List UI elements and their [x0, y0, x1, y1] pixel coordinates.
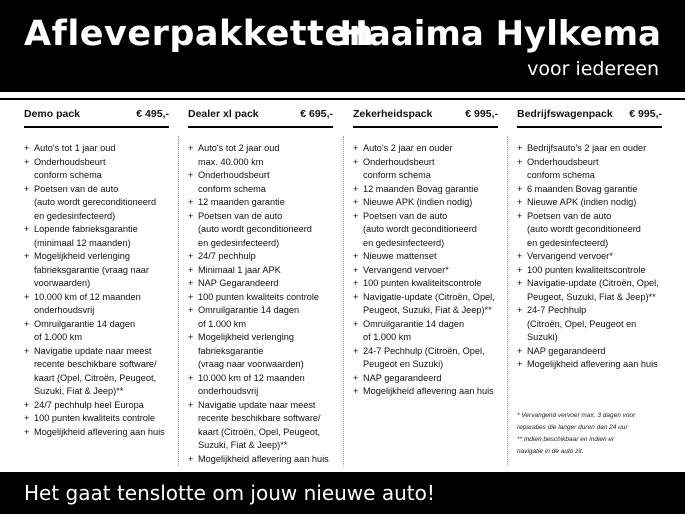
- feature-text: 24/7 pechhulp: [198, 251, 256, 261]
- plus-bullet-icon: +: [188, 210, 194, 221]
- plus-bullet-icon: +: [517, 156, 523, 167]
- feature-text: Mogelijkheid aflevering aan huis: [34, 426, 165, 437]
- plus-bullet-icon: +: [517, 359, 523, 369]
- package-feature-item: [353, 210, 498, 251]
- feature-text: 100 punten kwaliteitscontrole: [527, 264, 646, 275]
- package-feature-item: [188, 453, 333, 467]
- feature-text: 24-7 Pechhulp (Citroën, Opel, Peugeot en Suzuki): [527, 305, 637, 342]
- package-header: [517, 108, 662, 124]
- plus-bullet-icon: +: [188, 264, 194, 275]
- feature-text: Mogelijkheid verlenging fabrieksgarantie (vraag naar voorwaarden): [34, 251, 149, 288]
- footer-banner: [0, 472, 685, 514]
- column-separator: [343, 136, 345, 466]
- plus-bullet-icon: +: [353, 251, 359, 261]
- footer-slogan: Het gaat tenslotte om jouw nieuwe auto!: [24, 481, 435, 505]
- plus-bullet-icon: +: [517, 197, 523, 207]
- package-column: [188, 104, 333, 469]
- package-feature-item: [24, 156, 169, 183]
- package-name: Bedrijfswagenpack: [517, 108, 613, 120]
- feature-text: NAP Gegarandeerd: [198, 278, 279, 288]
- package-feature-item: [517, 183, 662, 197]
- package-feature-item: [24, 291, 169, 318]
- feature-text: 6 maanden Bovag garantie: [527, 183, 638, 194]
- package-feature-item: [517, 156, 662, 183]
- plus-bullet-icon: +: [188, 399, 194, 410]
- package-feature-item: [517, 210, 662, 251]
- plus-bullet-icon: +: [188, 291, 194, 302]
- package-feature-list: [353, 142, 498, 399]
- feature-text: 24/7 pechhulp heel Europa: [34, 399, 144, 410]
- feature-text: Onderhoudsbeurt conform schema: [363, 156, 435, 180]
- plus-bullet-icon: +: [24, 399, 30, 410]
- feature-text: Nieuwe APK (indien nodig): [527, 197, 637, 207]
- package-feature-item: [353, 183, 498, 197]
- plus-bullet-icon: +: [188, 143, 194, 153]
- package-name: Zekerheidspack: [353, 108, 433, 120]
- feature-text: Onderhoudsbeurt conform schema: [34, 156, 106, 180]
- plus-bullet-icon: +: [24, 183, 30, 194]
- plus-bullet-icon: +: [353, 264, 359, 275]
- package-feature-item: [24, 142, 169, 156]
- plus-bullet-icon: +: [517, 251, 523, 261]
- feature-text: 10.000 km of 12 maanden onderhoudsvrij: [198, 372, 305, 396]
- package-feature-item: [517, 250, 662, 264]
- package-column: [353, 104, 498, 469]
- plus-bullet-icon: +: [353, 210, 359, 221]
- plus-bullet-icon: +: [517, 305, 523, 315]
- package-feature-item: [188, 196, 333, 210]
- package-feature-item: [517, 345, 662, 359]
- plus-bullet-icon: +: [353, 156, 359, 167]
- feature-text: Vervangend vervoer*: [527, 251, 613, 261]
- package-feature-item: [24, 426, 169, 440]
- plus-bullet-icon: +: [517, 183, 523, 194]
- feature-text: 100 punten kwaliteits controle: [34, 413, 156, 423]
- package-name: Dealer xl pack: [188, 108, 259, 120]
- package-feature-item: [353, 250, 498, 264]
- package-price: € 695,-: [300, 108, 333, 120]
- package-feature-item: [353, 156, 498, 183]
- feature-text: Navigatie-update (Citroën, Opel, Peugeot, Suzuki, Fiat & Jeep)**: [527, 278, 659, 302]
- package-feature-list: [188, 142, 333, 466]
- feature-text: Auto's tot 1 jaar oud: [34, 143, 116, 153]
- top-divider: [0, 98, 685, 100]
- package-feature-list: [24, 142, 169, 439]
- plus-bullet-icon: +: [517, 143, 523, 153]
- package-header: [353, 108, 498, 124]
- column-separator: [178, 136, 180, 466]
- plus-bullet-icon: +: [24, 426, 30, 437]
- page-title: Afleverpakketten: [24, 14, 375, 54]
- feature-text: Onderhoudsbeurt conform schema: [198, 170, 270, 194]
- plus-bullet-icon: +: [353, 372, 359, 383]
- plus-bullet-icon: +: [188, 332, 194, 342]
- package-feature-item: [517, 264, 662, 278]
- package-feature-item: [24, 223, 169, 250]
- plus-bullet-icon: +: [353, 197, 359, 207]
- plus-bullet-icon: +: [188, 305, 194, 315]
- package-header-underline: [24, 126, 169, 128]
- plus-bullet-icon: +: [353, 291, 359, 302]
- package-feature-item: [353, 142, 498, 156]
- package-feature-item: [353, 277, 498, 291]
- package-feature-item: [517, 142, 662, 156]
- feature-text: Navigatie-update (Citroën, Opel, Peugeot, Suzuki, Fiat & Jeep)**: [363, 291, 495, 315]
- plus-bullet-icon: +: [24, 318, 30, 329]
- footnotes: [517, 410, 677, 458]
- plus-bullet-icon: +: [353, 278, 359, 288]
- package-price: € 995,-: [465, 108, 498, 120]
- package-feature-item: [353, 291, 498, 318]
- package-feature-item: [188, 210, 333, 251]
- feature-text: Poetsen van de auto (auto wordt gereconditioneerd en gedesinfecteerd): [34, 183, 157, 221]
- header-banner: [0, 0, 685, 92]
- feature-text: Minimaal 1 jaar APK: [198, 264, 281, 275]
- feature-text: Navigatie update naar meest recente beschikbare software/ kaart (Citroën, Opel, Peugeot, Suzuki, Fiat & Jeep)**: [198, 399, 321, 450]
- plus-bullet-icon: +: [188, 453, 194, 464]
- package-feature-item: [188, 291, 333, 305]
- package-feature-item: [188, 277, 333, 291]
- plus-bullet-icon: +: [517, 210, 523, 221]
- package-feature-item: [517, 358, 662, 372]
- feature-text: Nieuwe mattenset: [363, 251, 437, 261]
- package-feature-item: [353, 196, 498, 210]
- plus-bullet-icon: +: [353, 386, 359, 396]
- package-feature-item: [188, 399, 333, 453]
- plus-bullet-icon: +: [353, 143, 359, 153]
- package-feature-item: [353, 385, 498, 399]
- package-feature-item: [188, 250, 333, 264]
- plus-bullet-icon: +: [517, 345, 523, 356]
- plus-bullet-icon: +: [188, 170, 194, 180]
- footnote-2: ** Indien beschikbaar en indien er navigatie in de auto zit.: [517, 436, 615, 455]
- plus-bullet-icon: +: [24, 143, 30, 153]
- feature-text: Auto's 2 jaar en ouder: [363, 143, 453, 153]
- feature-text: Poetsen van de auto (auto wordt geconditioneerd en gedesinfecteerd): [198, 210, 312, 248]
- feature-text: Nieuwe APK (indien nodig): [363, 197, 473, 207]
- package-feature-item: [353, 345, 498, 372]
- feature-text: Poetsen van de auto (auto wordt geconditioneerd en gedesinfecteerd): [527, 210, 641, 248]
- package-header: [24, 108, 169, 124]
- feature-text: 10.000 km of 12 maanden onderhoudsvrij: [34, 291, 141, 315]
- plus-bullet-icon: +: [188, 278, 194, 288]
- feature-text: Poetsen van de auto (auto wordt geconditioneerd en gedesinfecteerd): [363, 210, 477, 248]
- feature-text: Mogelijkheid verlenging fabrieksgarantie (vraag naar voorwaarden): [198, 332, 304, 369]
- plus-bullet-icon: +: [24, 413, 30, 423]
- package-header-underline: [517, 126, 662, 128]
- package-feature-item: [517, 304, 662, 345]
- feature-text: Mogelijkheid aflevering aan huis: [198, 453, 329, 464]
- feature-text: Mogelijkheid aflevering aan huis: [363, 386, 494, 396]
- feature-text: Onderhoudsbeurt conform schema: [527, 156, 599, 180]
- plus-bullet-icon: +: [353, 183, 359, 194]
- brand-name: Haaima Hylkema: [339, 14, 661, 54]
- feature-text: 100 punten kwaliteitscontrole: [363, 278, 482, 288]
- package-feature-item: [353, 372, 498, 386]
- plus-bullet-icon: +: [188, 251, 194, 261]
- package-feature-item: [24, 345, 169, 399]
- package-column: [24, 104, 169, 469]
- feature-text: Omruilgarantie 14 dagen of 1.000 km: [198, 305, 300, 329]
- package-header: [188, 108, 333, 124]
- feature-text: 24-7 Pechhulp (Citroën, Opel, Peugeot en Suzuki): [363, 345, 485, 369]
- footnote-1: * Vervangend vervoer max. 3 dagen voor reparaties die langer duren dan 24 uur: [517, 412, 636, 431]
- package-feature-item: [24, 412, 169, 426]
- package-feature-item: [24, 399, 169, 413]
- feature-text: NAP gegarandeerd: [527, 345, 606, 356]
- package-price: € 995,-: [629, 108, 662, 120]
- package-feature-item: [517, 277, 662, 304]
- package-header-underline: [353, 126, 498, 128]
- package-feature-item: [24, 318, 169, 345]
- package-feature-item: [188, 264, 333, 278]
- package-name: Demo pack: [24, 108, 81, 120]
- brand-tagline: voor iedereen: [527, 58, 659, 80]
- feature-text: Navigatie update naar meest recente beschikbare software/ kaart (Opel, Citroën, Peugeot, Suzuki, Fiat & Jeep)**: [34, 345, 157, 396]
- feature-text: NAP gegarandeerd: [363, 372, 442, 383]
- package-feature-item: [188, 372, 333, 399]
- package-feature-item: [188, 331, 333, 372]
- package-feature-item: [188, 142, 333, 169]
- plus-bullet-icon: +: [24, 224, 30, 234]
- package-feature-item: [353, 264, 498, 278]
- plus-bullet-icon: +: [188, 372, 194, 383]
- package-feature-item: [188, 169, 333, 196]
- feature-text: 12 maanden Bovag garantie: [363, 183, 479, 194]
- feature-text: Mogelijkheid aflevering aan huis: [527, 359, 658, 369]
- plus-bullet-icon: +: [24, 251, 30, 261]
- package-header-underline: [188, 126, 333, 128]
- feature-text: Omruilgarantie 14 dagen of 1.000 km: [363, 318, 465, 342]
- package-feature-item: [517, 196, 662, 210]
- plus-bullet-icon: +: [353, 318, 359, 329]
- plus-bullet-icon: +: [24, 291, 30, 302]
- package-feature-item: [24, 183, 169, 224]
- feature-text: Auto's tot 2 jaar oud max. 40.000 km: [198, 143, 280, 167]
- plus-bullet-icon: +: [188, 197, 194, 207]
- feature-text: Omruilgarantie 14 dagen of 1.000 km: [34, 318, 136, 342]
- plus-bullet-icon: +: [24, 345, 30, 356]
- package-feature-item: [188, 304, 333, 331]
- feature-text: 100 punten kwaliteits controle: [198, 291, 320, 302]
- package-feature-item: [24, 250, 169, 291]
- feature-text: 12 maanden garantie: [198, 197, 285, 207]
- feature-text: Vervangend vervoer*: [363, 264, 449, 275]
- plus-bullet-icon: +: [24, 156, 30, 167]
- plus-bullet-icon: +: [517, 264, 523, 275]
- feature-text: Lopende fabrieksgarantie (minimaal 12 maanden): [34, 224, 138, 248]
- package-price: € 495,-: [136, 108, 169, 120]
- plus-bullet-icon: +: [353, 345, 359, 356]
- package-feature-item: [353, 318, 498, 345]
- feature-text: Bedrijfsauto's 2 jaar en ouder: [527, 143, 647, 153]
- column-separator: [507, 136, 509, 466]
- plus-bullet-icon: +: [517, 278, 523, 288]
- package-feature-list: [517, 142, 662, 372]
